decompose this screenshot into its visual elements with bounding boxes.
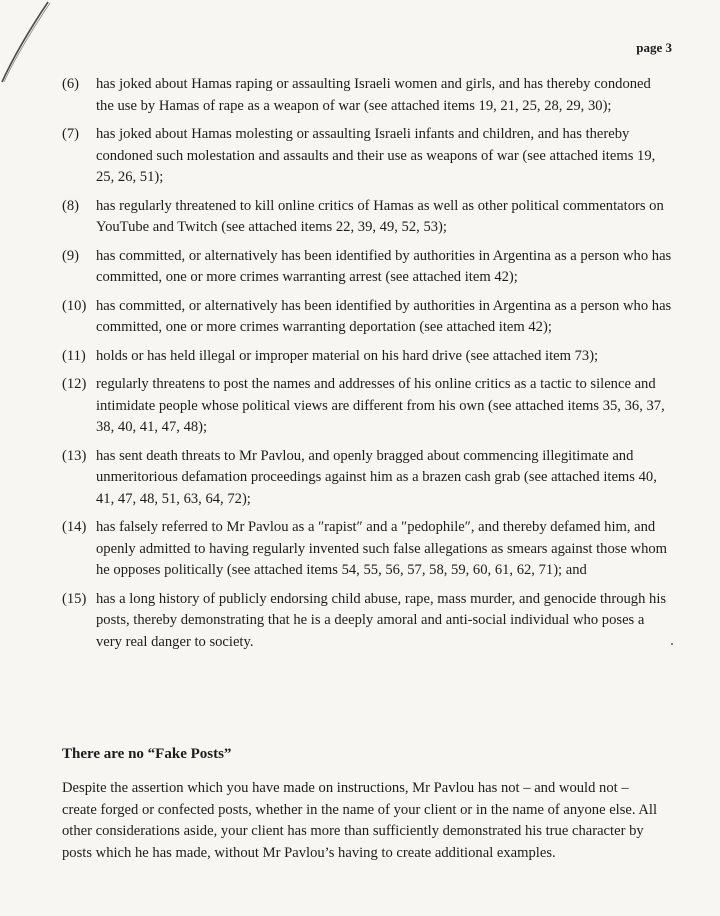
list-item <box>62 124 672 189</box>
item-text: has regularly threatened to kill online critics of Hamas as well as other political commentators on YouTube and Twitch (see attached items 22, 39, 49, 52, 53); <box>96 197 664 235</box>
item-text: holds or has held illegal or improper material on his hard drive (see attached item 73); <box>96 347 599 364</box>
item-text: has joked about Hamas molesting or assaulting Israeli infants and children, and has thereby condoned such molestation and assaults and their use as weapons of war (see attached items 19, 25, 26, 51); <box>96 126 656 185</box>
page-number: page 3 <box>636 40 672 55</box>
list-item <box>62 446 672 511</box>
numbered-list <box>62 74 672 660</box>
section-heading: There are no “Fake Posts” <box>62 746 232 762</box>
list-item <box>62 346 672 368</box>
list-item <box>62 74 672 117</box>
item-number: (10) <box>62 297 87 314</box>
item-text: regularly threatens to post the names and addresses of his online critics as a tactic to silence and intimidate people whose political views are different from his own (see attached items 35, 36, 37, 38, 40, 41, 47, 48); <box>96 376 665 435</box>
list-item <box>62 246 672 289</box>
item-text: has a long history of publicly endorsing child abuse, rape, mass murder, and genocide through his posts, thereby demonstrating that he is a deeply amoral and anti-social individual who poses a very real danger to society. <box>96 590 667 650</box>
item-number: (8) <box>62 197 80 214</box>
scan-speck <box>671 643 673 645</box>
body-paragraph: Despite the assertion which you have made on instructions, Mr Pavlou has not – and would not – create forged or confected posts, whether in the name of your client or in the name of anyone else. All other considerations aside, your client has more than sufficiently demonstrated his true character by posts which he has made, without Mr Pavlou’s having to create additional examples. <box>62 780 658 861</box>
item-number: (15) <box>62 590 87 607</box>
item-text: has joked about Hamas raping or assaulting Israeli women and girls, and has thereby condoned the use by Hamas of rape as a weapon of war (see attached items 19, 21, 25, 28, 29, 30); <box>96 76 651 114</box>
item-number: (9) <box>62 247 80 264</box>
item-number: (6) <box>62 76 80 92</box>
list-item <box>62 517 672 582</box>
item-text: has falsely referred to Mr Pavlou as a ″rapist″ and a ″pedophile″, and thereby defamed him, and openly admitted to having regularly invented such false allegations as smears against those whom he opposes politically (see attached items 54, 55, 56, 57, 58, 59, 60, 61, 62, 71); and <box>96 519 668 578</box>
pen-stroke-mark <box>0 0 60 90</box>
item-text: has sent death threats to Mr Pavlou, and openly bragged about commencing illegitimate and unmeritorious defamation proceedings against him as a brazen cash grab (see attached items 40, 41, 47, 48, 51, 63, 64, 72); <box>96 447 657 507</box>
item-number: (13) <box>62 447 87 464</box>
item-number: (11) <box>62 347 86 364</box>
item-number: (14) <box>62 519 87 535</box>
list-item <box>62 196 672 239</box>
item-number: (7) <box>62 126 80 142</box>
list-item <box>62 374 672 439</box>
item-text: has committed, or alternatively has been identified by authorities in Argentina as a person who has committed, one or more crimes warranting arrest (see attached item 42); <box>96 247 672 285</box>
item-number: (12) <box>62 376 87 392</box>
list-item <box>62 589 672 654</box>
list-item <box>62 296 672 339</box>
item-text: has committed, or alternatively has been identified by authorities in Argentina as a person who has committed, one or more crimes warranting deportation (see attached item 42); <box>96 297 672 335</box>
